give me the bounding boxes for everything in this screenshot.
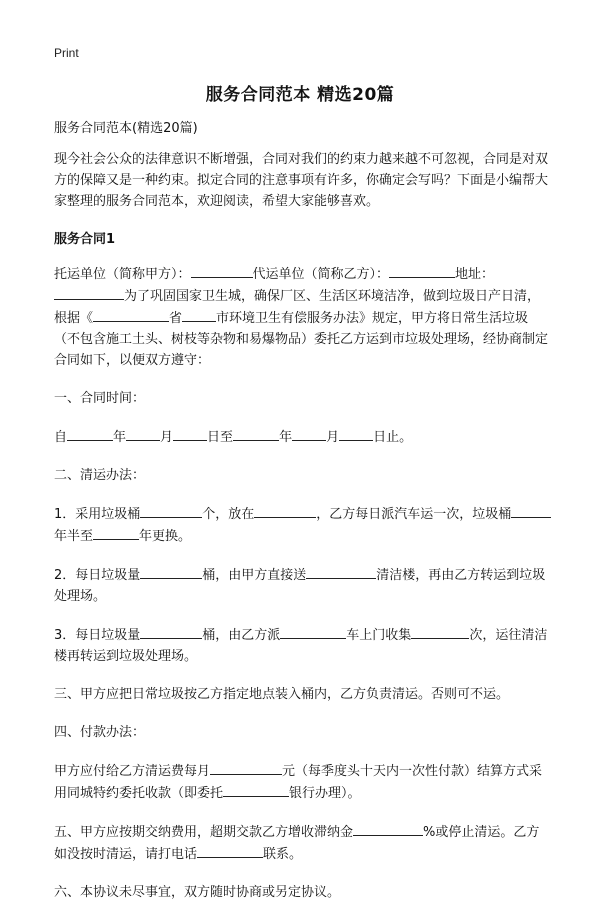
item-1-text: 1．采用垃圾桶 [54, 507, 141, 522]
section-5-text: 联系。 [263, 847, 303, 862]
blank-field [140, 564, 202, 579]
client-label: 托运单位（简称甲方）： [54, 267, 191, 282]
blank-field [511, 503, 551, 518]
blank-field [292, 426, 326, 441]
blank-field [140, 624, 202, 639]
section-5-text: 五、甲方应按期交纳费用，超期交款乙方增收滞纳金 [54, 825, 354, 840]
address-label: 地址： [455, 267, 495, 282]
item-3-text: 次，运往清洁楼再转运到垃圾处理场。 [54, 628, 548, 664]
label-year: 年 [113, 430, 127, 445]
item-1 [54, 503, 552, 547]
blank-field [93, 307, 169, 322]
blank-field [210, 760, 282, 775]
purpose-text-b: 市环境卫生有偿服务办法》规定，甲方将日常生活垃圾（不包含施工土头、树枝等杂物和易爆物品）委托乙方运到市垃圾处理场，经协商制定合同如下，以便双方遵守： [54, 311, 549, 368]
blank-field [54, 285, 124, 300]
payment-text: 银行办理）。 [289, 786, 361, 801]
blank-field [67, 426, 113, 441]
label-month: 月 [326, 430, 340, 445]
section-6: 六、本协议未尽事宜，双方随时协商或另定协议。 [54, 885, 341, 900]
payment-text: 元（每季度头十天内一次性付款）结算方式采用同城特约委托收款（即委托 [54, 764, 543, 801]
print-link[interactable]: Print [54, 46, 79, 60]
item-1-text: 个，放在 [202, 507, 255, 522]
label-year: 年 [279, 430, 293, 445]
blank-field [280, 624, 346, 639]
item-1-text: 年更换。 [139, 529, 192, 544]
agent-label: 代运单位（简称乙方）： [252, 267, 390, 282]
item-3 [54, 624, 552, 667]
document-body [54, 118, 552, 920]
item-3-text: 桶，由乙方派 [202, 628, 281, 643]
blank-field [140, 503, 202, 518]
item-1-text: 年半至 [54, 529, 94, 544]
payment-text: 甲方应付给乙方清运费每月 [54, 764, 211, 779]
blank-field [93, 525, 139, 540]
blank-field [223, 782, 289, 797]
subtitle: 服务合同范本(精选20篇) [54, 121, 198, 136]
label-day-to: 日至 [207, 430, 234, 445]
item-3-text: 3．每日垃圾量 [54, 628, 141, 643]
blank-field [254, 503, 316, 518]
blank-field [173, 426, 207, 441]
label-from: 自 [54, 430, 68, 445]
item-2-text: 桶，由甲方直接送 [202, 568, 307, 583]
province-label: 省 [169, 311, 183, 326]
item-2 [54, 564, 552, 607]
item-1-text: ，乙方每日派汽车运一次，垃圾桶 [316, 507, 512, 522]
blank-field [182, 307, 216, 322]
section-3: 三、甲方应把日常垃圾按乙方指定地点装入桶内，乙方负责清运。否则可不运。 [54, 687, 510, 702]
blank-field [233, 426, 279, 441]
label-day-end: 日止。 [373, 430, 413, 445]
intro-paragraph: 现今社会公众的法律意识不断增强，合同对我们的约束力越来越不可忽视，合同是对双方的保障又是一种约束。拟定合同的注意事项有许多，你确定会写吗？下面是小编帮大家整理的服务合同范本，欢迎阅读，希望大家能够喜欢。 [54, 152, 549, 209]
item-3-text: 车上门收集 [346, 628, 412, 643]
blank-field [389, 263, 455, 278]
blank-field [411, 624, 469, 639]
blank-field [339, 426, 373, 441]
blank-field [197, 843, 263, 858]
section-4-title: 四、付款办法： [54, 725, 146, 740]
contract-period [54, 426, 552, 448]
section-5-text: %或停止清运。乙方如没按时清运，请打电话 [54, 825, 540, 862]
label-month: 月 [160, 430, 174, 445]
blank-field [126, 426, 160, 441]
blank-field [306, 564, 376, 579]
payment-paragraph [54, 760, 552, 804]
document-title: 服务合同范本 精选20篇 [205, 85, 395, 105]
section-2-title: 二、清运办法： [54, 468, 146, 483]
blank-field [353, 821, 423, 836]
purpose-text-a: 为了巩固国家卫生城，确保厂区、生活区环境洁净，做到垃圾日产日清，根据《 [54, 289, 541, 326]
blank-field [191, 263, 253, 278]
parties-paragraph [54, 263, 552, 371]
section-1-title: 一、合同时间： [54, 391, 146, 406]
section-heading: 服务合同1 [54, 232, 116, 247]
item-2-text: 清洁楼，再由乙方转运到垃圾处理场。 [54, 568, 546, 604]
item-2-text: 2．每日垃圾量 [54, 568, 141, 583]
